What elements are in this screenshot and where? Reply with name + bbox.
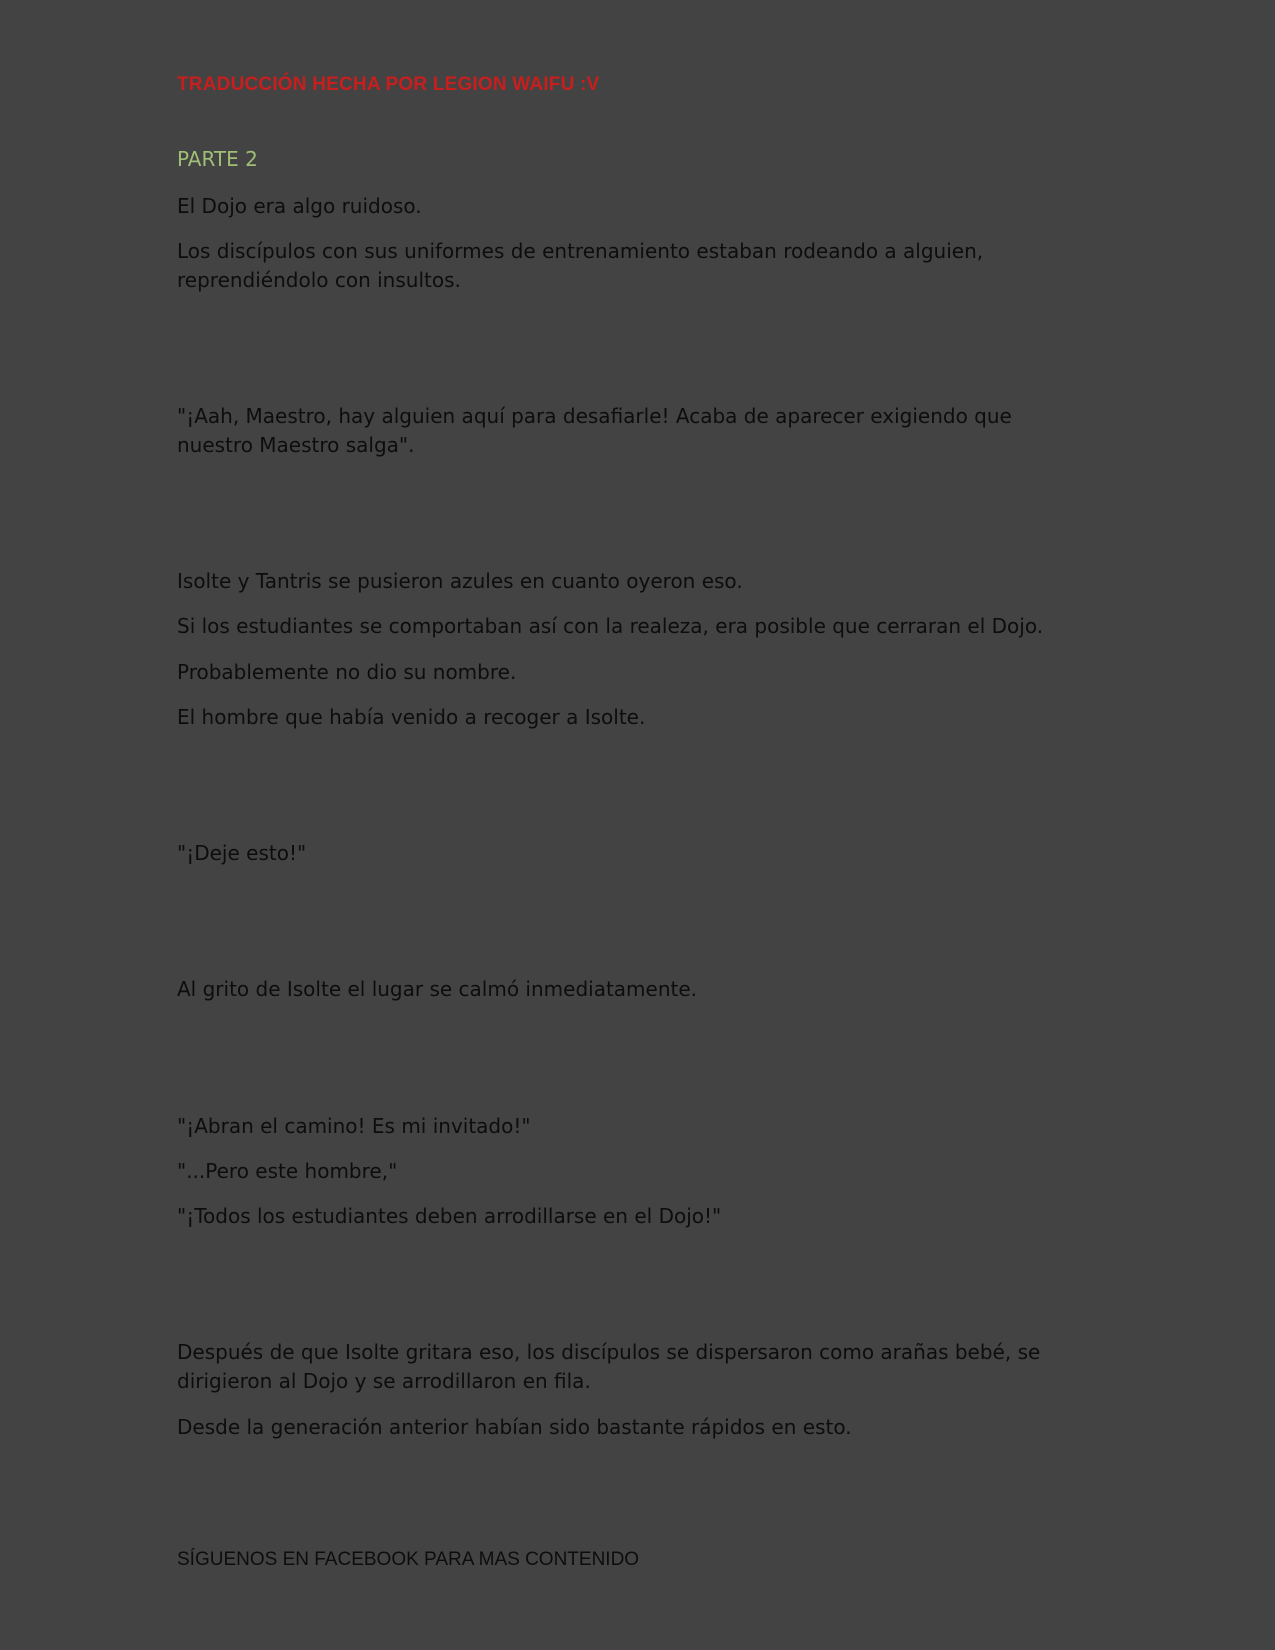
paragraph: "...Pero este hombre," [177,1159,398,1183]
social-follow-prompt: SÍGUENOS EN FACEBOOK PARA MAS CONTENIDO [177,1549,640,1570]
section-title: PARTE 2 [177,147,258,171]
paragraph: "¡Deje esto!" [177,841,307,865]
paragraph: Los discípulos con sus uniformes de entrenamiento estaban rodeando a alguien, reprendiéndolo con insultos. [177,239,984,292]
paragraph: Isolte y Tantris se pusieron azules en cuanto oyeron eso. [177,569,743,593]
paragraph: Después de que Isolte gritara eso, los discípulos se dispersaron como arañas bebé, se dirigieron al Dojo y se arrodillaron en fila. [177,1340,1041,1393]
paragraph: Probablemente no dio su nombre. [177,660,517,684]
document-page [177,0,1097,1650]
translation-credit: TRADUCCIÓN HECHA POR LEGION WAIFU :V [177,74,600,95]
paragraph: El Dojo era algo ruidoso. [177,194,422,218]
paragraph: "¡Aah, Maestro, hay alguien aquí para desafiarle! Acaba de aparecer exigiendo que nuestro Maestro salga". [177,404,1012,457]
paragraph: Si los estudiantes se comportaban así con la realeza, era posible que cerraran el Dojo. [177,614,1044,638]
paragraph: El hombre que había venido a recoger a Isolte. [177,705,646,729]
paragraph: Al grito de Isolte el lugar se calmó inmediatamente. [177,977,698,1001]
paragraph: "¡Abran el camino! Es mi invitado!" [177,1114,531,1138]
paragraph: "¡Todos los estudiantes deben arrodillarse en el Dojo!" [177,1204,722,1228]
paragraph: Desde la generación anterior habían sido bastante rápidos en esto. [177,1415,852,1439]
